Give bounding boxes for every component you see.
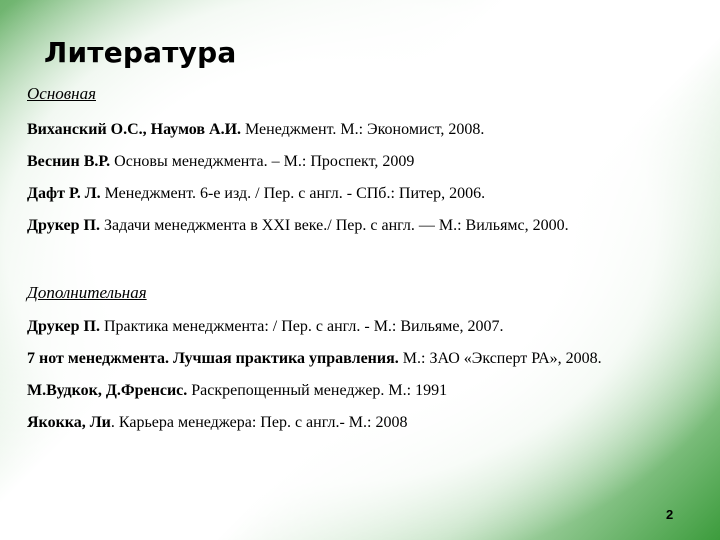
reference-entry	[27, 185, 485, 203]
section-heading-additional: Дополнительная	[27, 283, 147, 302]
slide-title: Литература	[44, 36, 237, 69]
reference-author: Друкер П.	[27, 217, 100, 234]
reference-author: 7 нот менеджмента. Лучшая практика управления.	[27, 350, 399, 367]
reference-entry	[27, 318, 503, 336]
reference-details: М.: ЗАО «Эксперт РА», 2008.	[398, 350, 602, 367]
reference-details: Менеджмент. 6-е изд. / Пер. с англ. - СПб.: Питер, 2006.	[100, 185, 486, 202]
reference-entry	[27, 217, 569, 235]
reference-author: Якокка, Ли	[27, 414, 111, 431]
reference-entry	[27, 121, 484, 139]
page-number: 2	[666, 507, 674, 522]
reference-author: Веснин В.Р.	[27, 153, 111, 170]
reference-details: Раскрепощенный менеджер. М.: 1991	[187, 382, 448, 399]
reference-entry	[27, 382, 447, 400]
reference-author: М.Вудкок, Д.Френсис.	[27, 382, 188, 399]
reference-entry	[27, 153, 414, 171]
reference-details: Задачи менеджмента в XXI веке./ Пер. с англ. — М.: Вильямс, 2000.	[99, 217, 569, 234]
reference-author: Виханский О.С., Наумов А.И.	[27, 121, 242, 138]
reference-entry	[27, 414, 407, 432]
reference-details: Основы менеджмента. – М.: Проспект, 2009	[110, 153, 415, 170]
reference-entry	[27, 350, 602, 368]
reference-author: Друкер П.	[27, 318, 100, 335]
reference-details: Менеджмент. М.: Экономист, 2008.	[241, 121, 485, 138]
reference-details: Практика менеджмента: / Пер. с англ. - М.: Вильяме, 2007.	[99, 318, 504, 335]
section-heading-main: Основная	[27, 84, 96, 103]
reference-author: Дафт Р. Л.	[27, 185, 101, 202]
reference-details: . Карьера менеджера: Пер. с англ.- М.: 2008	[110, 414, 408, 431]
